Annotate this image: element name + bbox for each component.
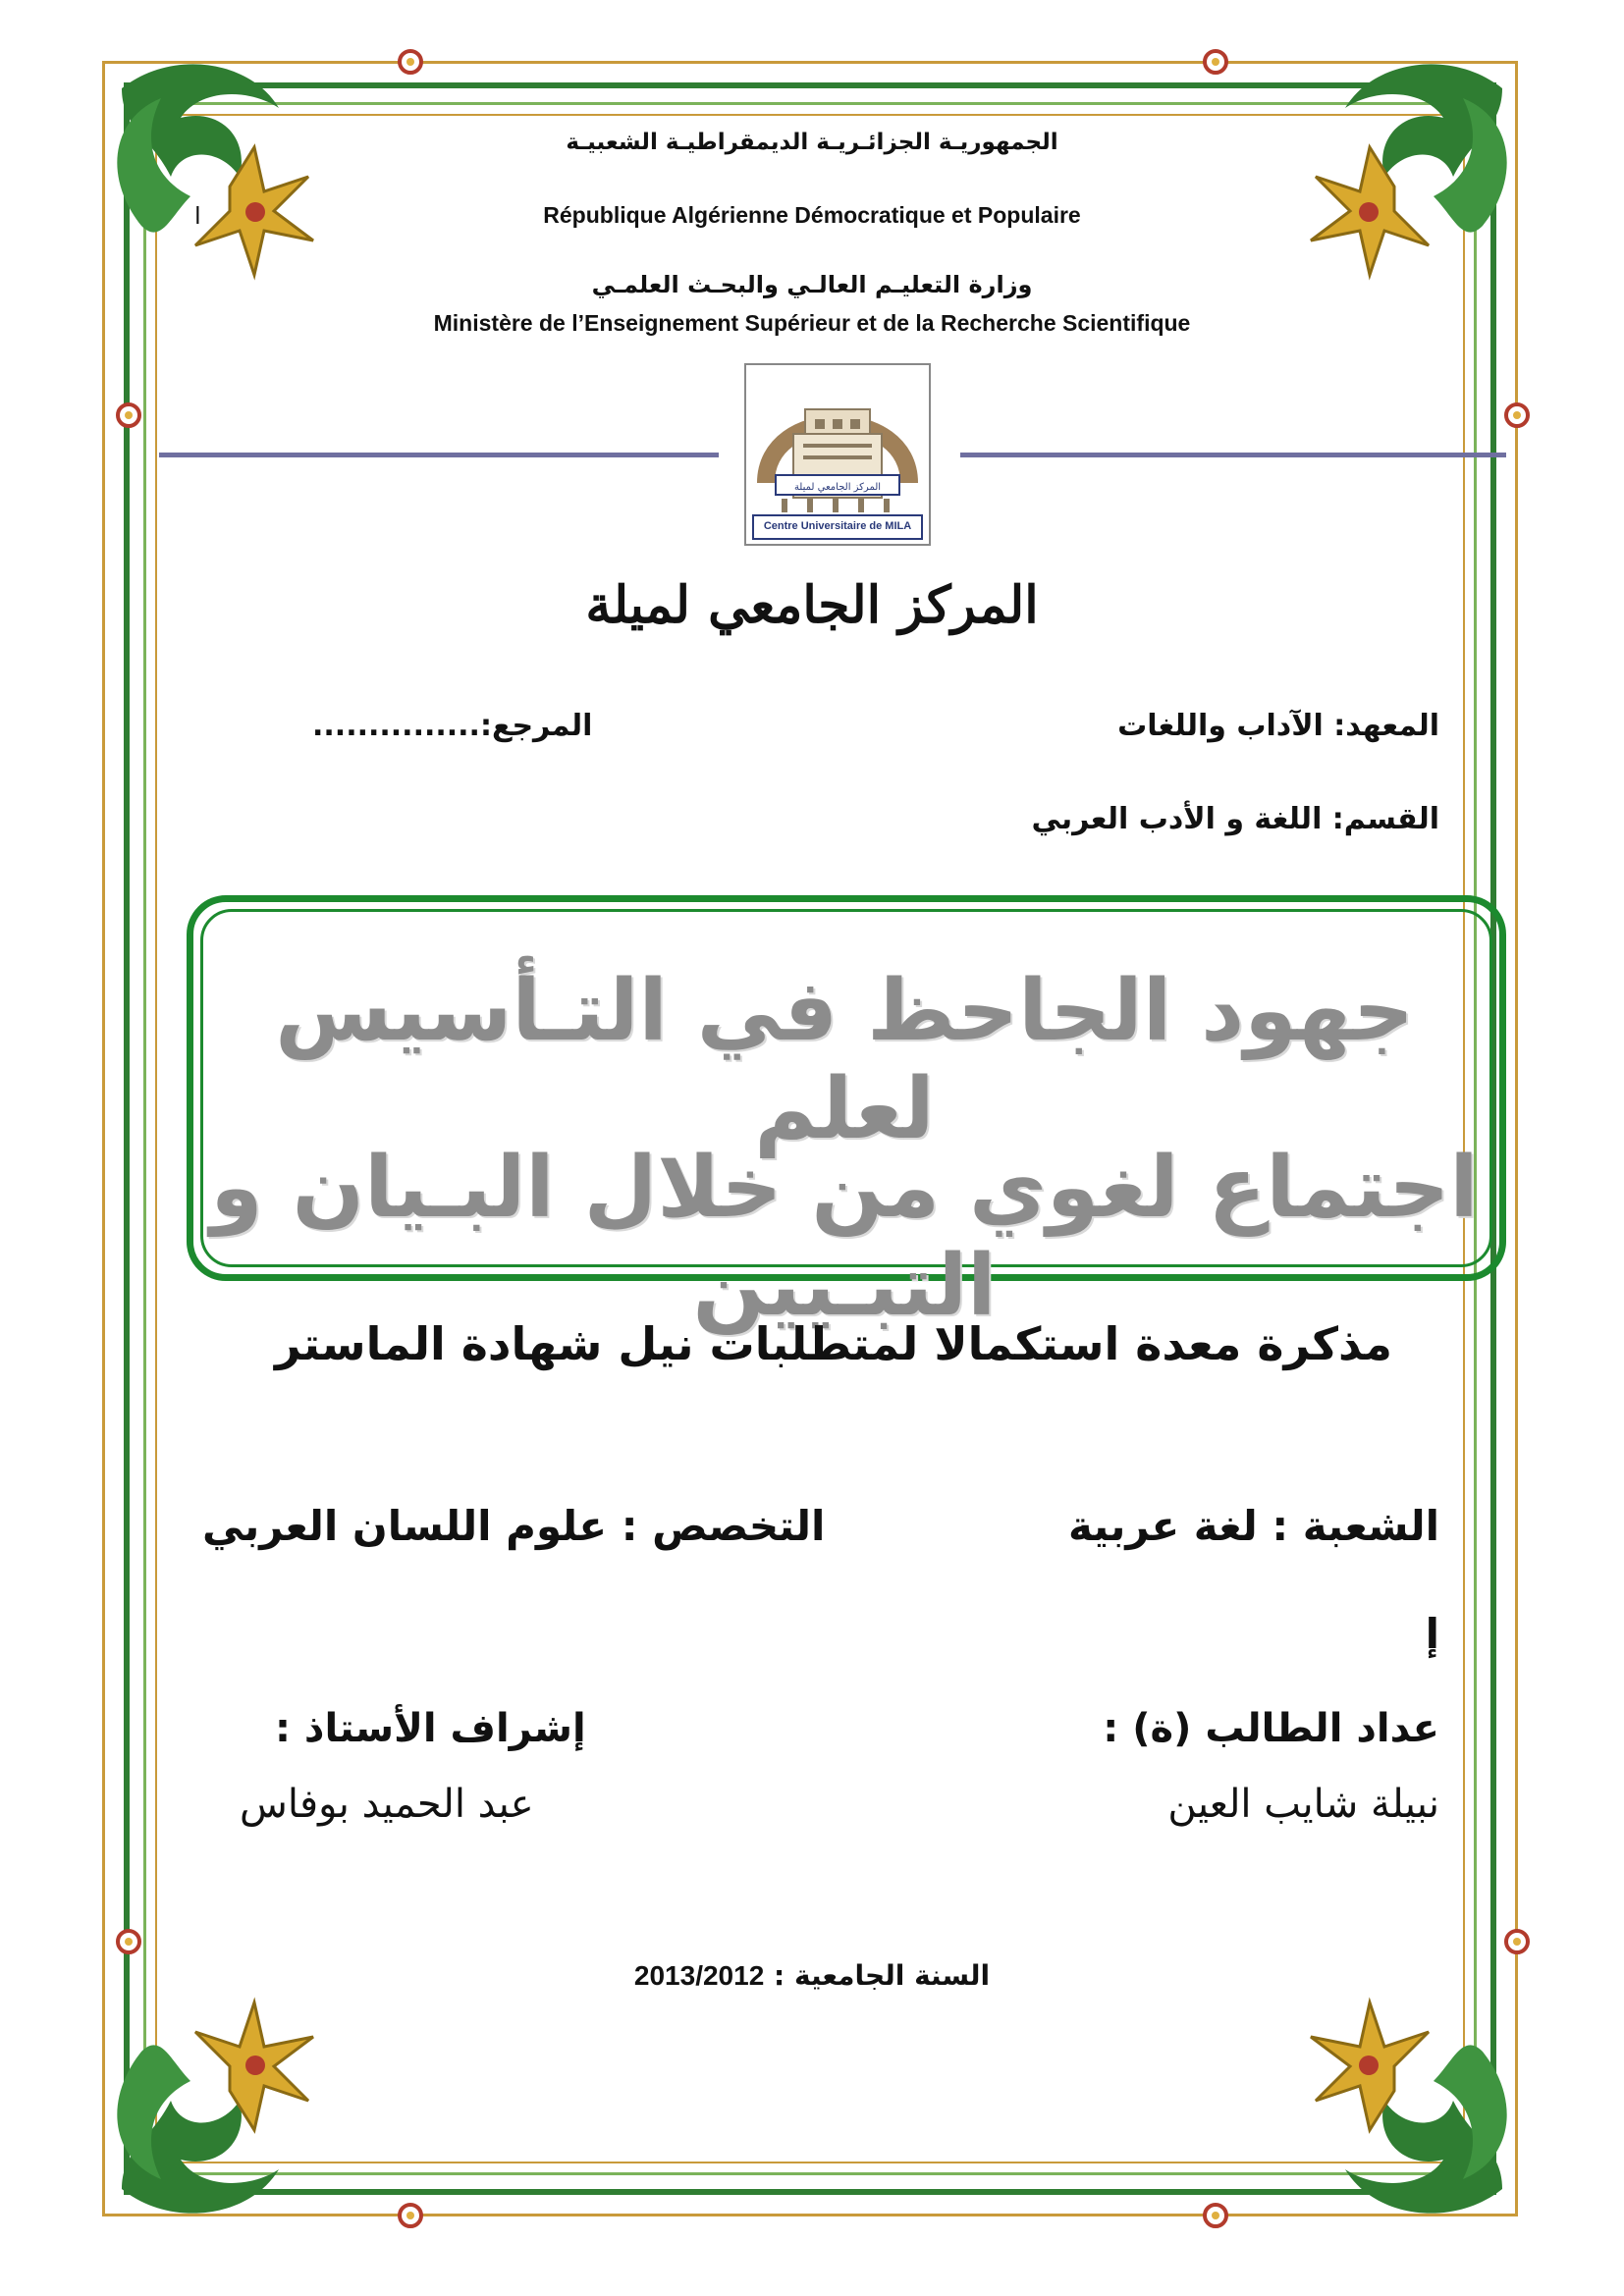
university-logo bbox=[744, 363, 931, 546]
stray-mark: ا bbox=[194, 202, 201, 230]
corner-ornament-icon bbox=[1247, 1953, 1542, 2248]
supervisor-label: إشراف الأستاذ : bbox=[275, 1706, 586, 1751]
academic-year-row bbox=[0, 1959, 1624, 1992]
reference-label: المرجع:............... bbox=[312, 709, 593, 743]
frame-knob-icon bbox=[398, 49, 423, 75]
supervisor-name: عبد الحميد بوفاس bbox=[240, 1782, 534, 1827]
student-name: نبيلة شايب العين bbox=[1167, 1782, 1439, 1827]
academic-year-value: 2013/2012 bbox=[633, 1960, 765, 1991]
frame-knob-icon bbox=[398, 2203, 423, 2228]
republic-french: République Algérienne Démocratique et Populaire bbox=[543, 202, 1081, 228]
university-building-icon bbox=[746, 365, 929, 512]
corner-ornament-icon bbox=[82, 1953, 377, 2248]
branch-label: الشعبة : لغة عربية bbox=[1067, 1502, 1439, 1550]
frame-knob-icon bbox=[1504, 1929, 1530, 1954]
header-rule-right bbox=[960, 453, 1506, 457]
frame-knob-icon bbox=[1504, 402, 1530, 428]
logo-inner-text: المركز الجامعي لميلة bbox=[793, 482, 882, 493]
specialty-label: التخصص : علوم اللسان العربي bbox=[202, 1502, 826, 1550]
republic-arabic: الجمهوريـة الجزائـريـة الديمقراطيـة الشعبيـة bbox=[566, 130, 1058, 155]
academic-year-label: السنة الجامعية : bbox=[774, 1959, 991, 1992]
thesis-title-line1: جهود الجاحظ في التـأسيس لعلم bbox=[275, 962, 1414, 1158]
ministry-french: Ministère de l’Enseignement Supérieur et de la Recherche Scientifique bbox=[433, 310, 1191, 336]
frame-knob-icon bbox=[1203, 2203, 1228, 2228]
university-name: المركز الجامعي لميلة bbox=[585, 575, 1039, 635]
header-rule-left bbox=[159, 453, 719, 457]
student-label: عداد الطالب (ة) : bbox=[1103, 1706, 1439, 1751]
stray-letter: إ bbox=[1425, 1610, 1439, 1658]
frame-knob-icon bbox=[1203, 49, 1228, 75]
thesis-title-line2: اجتماع لغوي من خلال البـيان و التبـيين bbox=[210, 1139, 1479, 1335]
department-label: القسم: اللغة و الأدب العربي bbox=[1031, 802, 1439, 836]
frame-knob-icon bbox=[116, 402, 141, 428]
institute-label: المعهد: الآداب واللغات bbox=[1117, 709, 1439, 743]
ministry-arabic: وزارة التعليـم العالـي والبحـث العلمـي bbox=[591, 271, 1033, 298]
logo-caption: Centre Universitaire de MILA bbox=[752, 514, 923, 540]
frame-knob-icon bbox=[116, 1929, 141, 1954]
thesis-subtitle: مذكرة معدة استكمالا لمتطلبات نيل شهادة الماستر bbox=[274, 1317, 1392, 1370]
